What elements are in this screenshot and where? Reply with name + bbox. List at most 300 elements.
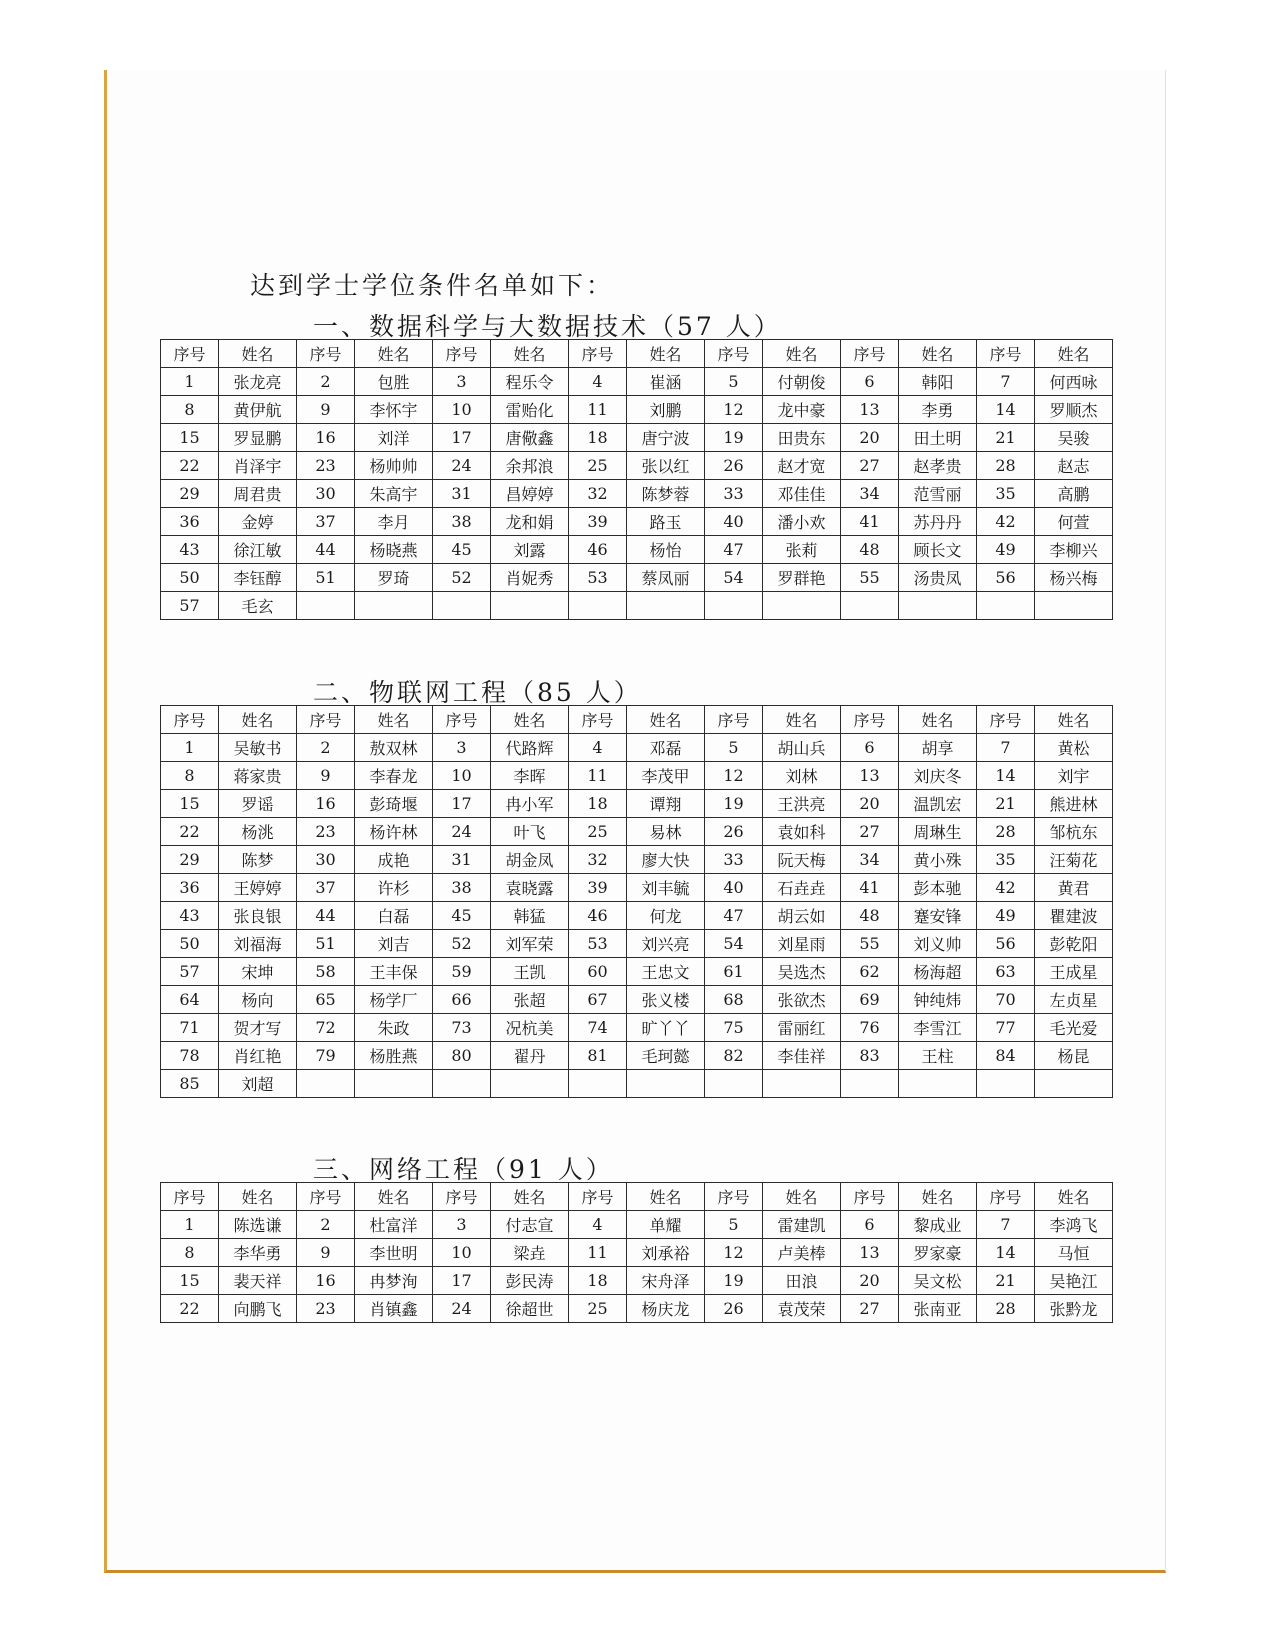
cell-name: 黄伊航: [219, 396, 297, 424]
header-no: 序号: [841, 1183, 899, 1211]
cell-no: 9: [297, 762, 355, 790]
cell-no: 54: [705, 930, 763, 958]
cell-name: 刘林: [763, 762, 841, 790]
cell-no: 17: [433, 790, 491, 818]
cell-no: 19: [705, 1267, 763, 1295]
cell-no: 45: [433, 902, 491, 930]
table-row: [161, 1211, 1113, 1239]
cell-no: 43: [161, 536, 219, 564]
header-name: 姓名: [627, 340, 705, 368]
cell-no: 15: [161, 790, 219, 818]
cell-name: 代路辉: [491, 734, 569, 762]
cell-no: 24: [433, 452, 491, 480]
cell-no: 16: [297, 424, 355, 452]
cell-name: 罗谣: [219, 790, 297, 818]
cell-name: 李春龙: [355, 762, 433, 790]
cell-name: 包胜: [355, 368, 433, 396]
header-no: 序号: [161, 1183, 219, 1211]
cell-no: 41: [841, 508, 899, 536]
cell-no: 37: [297, 508, 355, 536]
cell-no: 71: [161, 1014, 219, 1042]
cell-name: 徐江敏: [219, 536, 297, 564]
cell-name: [763, 592, 841, 620]
cell-name: 龙中豪: [763, 396, 841, 424]
cell-name: 肖红艳: [219, 1042, 297, 1070]
cell-no: 55: [841, 564, 899, 592]
table-row: [161, 480, 1113, 508]
cell-name: 田浪: [763, 1267, 841, 1295]
cell-name: 蔡凤丽: [627, 564, 705, 592]
cell-no: 42: [977, 508, 1035, 536]
cell-name: 毛光爱: [1035, 1014, 1113, 1042]
cell-name: 阮天梅: [763, 846, 841, 874]
cell-no: 55: [841, 930, 899, 958]
cell-no: 51: [297, 930, 355, 958]
cell-name: 王成星: [1035, 958, 1113, 986]
cell-name: 罗群艳: [763, 564, 841, 592]
cell-no: 2: [297, 368, 355, 396]
cell-name: 胡享: [899, 734, 977, 762]
cell-no: 6: [841, 734, 899, 762]
table-row: [161, 564, 1113, 592]
cell-name: [899, 592, 977, 620]
cell-no: 52: [433, 564, 491, 592]
cell-no: 48: [841, 536, 899, 564]
cell-name: 路玉: [627, 508, 705, 536]
header-name: 姓名: [763, 706, 841, 734]
cell-name: 杨向: [219, 986, 297, 1014]
cell-no: [705, 592, 763, 620]
cell-name: 张欲杰: [763, 986, 841, 1014]
cell-no: 80: [433, 1042, 491, 1070]
cell-name: 李怀宇: [355, 396, 433, 424]
cell-no: 2: [297, 1211, 355, 1239]
cell-no: 34: [841, 846, 899, 874]
cell-name: 雷贻化: [491, 396, 569, 424]
cell-no: 22: [161, 1295, 219, 1323]
cell-name: 刘超: [219, 1070, 297, 1098]
roster-table-network: [160, 1182, 1113, 1323]
cell-name: [355, 592, 433, 620]
header-no: 序号: [705, 706, 763, 734]
cell-name: 陈梦蓉: [627, 480, 705, 508]
cell-no: [841, 592, 899, 620]
section-title-iot: 二、物联网工程（85 人）: [313, 678, 642, 707]
cell-no: 58: [297, 958, 355, 986]
cell-name: 田贵东: [763, 424, 841, 452]
cell-name: 唐儆鑫: [491, 424, 569, 452]
cell-no: 57: [161, 592, 219, 620]
cell-name: 余邦浪: [491, 452, 569, 480]
cell-no: 14: [977, 762, 1035, 790]
cell-no: 27: [841, 818, 899, 846]
header-name: 姓名: [1035, 340, 1113, 368]
cell-name: 陈梦: [219, 846, 297, 874]
cell-no: 50: [161, 564, 219, 592]
cell-name: 刘星雨: [763, 930, 841, 958]
cell-name: 李茂甲: [627, 762, 705, 790]
cell-no: 53: [569, 564, 627, 592]
section-title-data-science: 一、数据科学与大数据技术（57 人）: [313, 312, 782, 341]
cell-name: 李华勇: [219, 1239, 297, 1267]
cell-no: 26: [705, 1295, 763, 1323]
header-name: 姓名: [1035, 1183, 1113, 1211]
cell-name: 刘鹏: [627, 396, 705, 424]
cell-name: 杨昆: [1035, 1042, 1113, 1070]
cell-name: 肖妮秀: [491, 564, 569, 592]
cell-name: 杨海超: [899, 958, 977, 986]
table-row: [161, 1042, 1113, 1070]
header-no: 序号: [569, 706, 627, 734]
cell-name: 刘义帅: [899, 930, 977, 958]
table-row: [161, 536, 1113, 564]
table-row: [161, 508, 1113, 536]
cell-no: 19: [705, 424, 763, 452]
cell-no: 16: [297, 790, 355, 818]
cell-no: 7: [977, 1211, 1035, 1239]
cell-no: 35: [977, 846, 1035, 874]
cell-no: 77: [977, 1014, 1035, 1042]
cell-name: 何萱: [1035, 508, 1113, 536]
cell-name: 黎成业: [899, 1211, 977, 1239]
cell-no: [569, 592, 627, 620]
cell-name: [763, 1070, 841, 1098]
cell-name: 朱高宇: [355, 480, 433, 508]
cell-no: 36: [161, 874, 219, 902]
cell-name: 吴选杰: [763, 958, 841, 986]
cell-name: 袁如科: [763, 818, 841, 846]
cell-name: 熊进林: [1035, 790, 1113, 818]
cell-no: 84: [977, 1042, 1035, 1070]
cell-no: 12: [705, 396, 763, 424]
header-no: 序号: [433, 1183, 491, 1211]
cell-no: 38: [433, 874, 491, 902]
header-no: 序号: [977, 706, 1035, 734]
cell-name: 翟丹: [491, 1042, 569, 1070]
cell-no: 3: [433, 368, 491, 396]
cell-no: 50: [161, 930, 219, 958]
cell-name: 白磊: [355, 902, 433, 930]
cell-no: 21: [977, 424, 1035, 452]
cell-name: 袁茂荣: [763, 1295, 841, 1323]
cell-name: 肖镇鑫: [355, 1295, 433, 1323]
cell-no: 74: [569, 1014, 627, 1042]
cell-name: 李柳兴: [1035, 536, 1113, 564]
cell-name: 邓磊: [627, 734, 705, 762]
cell-no: 2: [297, 734, 355, 762]
cell-no: 67: [569, 986, 627, 1014]
cell-no: 73: [433, 1014, 491, 1042]
cell-name: 敖双林: [355, 734, 433, 762]
cell-no: 65: [297, 986, 355, 1014]
intro-heading: 达到学士学位条件名单如下：: [250, 271, 615, 300]
cell-no: 19: [705, 790, 763, 818]
cell-name: 成艳: [355, 846, 433, 874]
cell-name: 刘庆冬: [899, 762, 977, 790]
cell-no: 23: [297, 452, 355, 480]
table-row: [161, 986, 1113, 1014]
cell-no: 7: [977, 368, 1035, 396]
cell-no: 54: [705, 564, 763, 592]
cell-no: 68: [705, 986, 763, 1014]
cell-name: 龙和娟: [491, 508, 569, 536]
cell-name: 邓佳佳: [763, 480, 841, 508]
table-row: [161, 1014, 1113, 1042]
cell-name: 吴骏: [1035, 424, 1113, 452]
cell-name: 刘露: [491, 536, 569, 564]
header-no: 序号: [297, 1183, 355, 1211]
cell-no: 18: [569, 424, 627, 452]
cell-no: 20: [841, 1267, 899, 1295]
cell-name: 刘宇: [1035, 762, 1113, 790]
cell-no: 16: [297, 1267, 355, 1295]
cell-name: 李钰醇: [219, 564, 297, 592]
cell-name: 张以红: [627, 452, 705, 480]
cell-no: 4: [569, 1211, 627, 1239]
cell-no: 82: [705, 1042, 763, 1070]
cell-name: 石垚垚: [763, 874, 841, 902]
cell-name: 杨许林: [355, 818, 433, 846]
cell-name: 谭翔: [627, 790, 705, 818]
header-name: 姓名: [491, 340, 569, 368]
cell-no: 12: [705, 762, 763, 790]
cell-no: 12: [705, 1239, 763, 1267]
cell-no: 41: [841, 874, 899, 902]
cell-no: 83: [841, 1042, 899, 1070]
cell-no: 10: [433, 762, 491, 790]
cell-name: 张义楼: [627, 986, 705, 1014]
cell-no: 32: [569, 480, 627, 508]
cell-name: 胡山兵: [763, 734, 841, 762]
cell-no: 47: [705, 536, 763, 564]
header-no: 序号: [705, 1183, 763, 1211]
cell-name: [355, 1070, 433, 1098]
cell-name: 向鹏飞: [219, 1295, 297, 1323]
cell-no: 46: [569, 536, 627, 564]
cell-no: 70: [977, 986, 1035, 1014]
cell-no: 4: [569, 734, 627, 762]
cell-name: 刘兴亮: [627, 930, 705, 958]
cell-name: 毛玄: [219, 592, 297, 620]
cell-name: 贺才写: [219, 1014, 297, 1042]
cell-name: 崔涵: [627, 368, 705, 396]
cell-no: 36: [161, 508, 219, 536]
cell-no: 33: [705, 846, 763, 874]
cell-name: 李鸿飞: [1035, 1211, 1113, 1239]
cell-name: 卢美棒: [763, 1239, 841, 1267]
cell-name: 刘军荣: [491, 930, 569, 958]
section-title-network: 三、网络工程（91 人）: [313, 1155, 614, 1184]
cell-no: 32: [569, 846, 627, 874]
header-name: 姓名: [219, 1183, 297, 1211]
table-row: [161, 592, 1113, 620]
cell-no: 35: [977, 480, 1035, 508]
cell-name: 周琳生: [899, 818, 977, 846]
cell-no: 5: [705, 368, 763, 396]
cell-no: 21: [977, 1267, 1035, 1295]
cell-name: 汪菊花: [1035, 846, 1113, 874]
cell-no: 63: [977, 958, 1035, 986]
cell-name: 张黔龙: [1035, 1295, 1113, 1323]
cell-no: 3: [433, 734, 491, 762]
cell-name: 高鹏: [1035, 480, 1113, 508]
cell-no: 15: [161, 424, 219, 452]
cell-name: 范雪丽: [899, 480, 977, 508]
cell-name: 马恒: [1035, 1239, 1113, 1267]
cell-name: 胡金凤: [491, 846, 569, 874]
cell-name: 肖泽宇: [219, 452, 297, 480]
cell-name: 张超: [491, 986, 569, 1014]
cell-no: 20: [841, 424, 899, 452]
table-row: [161, 452, 1113, 480]
cell-name: 陈选谦: [219, 1211, 297, 1239]
header-name: 姓名: [219, 706, 297, 734]
cell-no: 60: [569, 958, 627, 986]
cell-no: 25: [569, 818, 627, 846]
table-row: [161, 874, 1113, 902]
cell-no: 30: [297, 480, 355, 508]
cell-no: 37: [297, 874, 355, 902]
cell-no: [841, 1070, 899, 1098]
cell-no: 13: [841, 1239, 899, 1267]
cell-name: 杨胜燕: [355, 1042, 433, 1070]
cell-no: [569, 1070, 627, 1098]
cell-name: 钟纯炜: [899, 986, 977, 1014]
header-no: 序号: [841, 340, 899, 368]
cell-name: 廖大快: [627, 846, 705, 874]
cell-no: 15: [161, 1267, 219, 1295]
header-name: 姓名: [899, 1183, 977, 1211]
cell-no: 11: [569, 762, 627, 790]
cell-name: 韩阳: [899, 368, 977, 396]
cell-no: 47: [705, 902, 763, 930]
cell-name: 彭乾阳: [1035, 930, 1113, 958]
cell-no: 56: [977, 564, 1035, 592]
cell-no: 10: [433, 396, 491, 424]
header-no: 序号: [297, 340, 355, 368]
header-row: [161, 340, 1113, 368]
header-name: 姓名: [899, 340, 977, 368]
cell-name: 王婷婷: [219, 874, 297, 902]
cell-name: 刘丰毓: [627, 874, 705, 902]
cell-name: 王丰保: [355, 958, 433, 986]
cell-name: 胡云如: [763, 902, 841, 930]
cell-no: 1: [161, 734, 219, 762]
cell-no: 52: [433, 930, 491, 958]
cell-no: [433, 592, 491, 620]
cell-name: 张莉: [763, 536, 841, 564]
roster-table-iot: [160, 705, 1113, 1098]
cell-name: 田土明: [899, 424, 977, 452]
cell-name: 张龙亮: [219, 368, 297, 396]
cell-name: 王柱: [899, 1042, 977, 1070]
cell-no: 5: [705, 1211, 763, 1239]
cell-no: 29: [161, 846, 219, 874]
cell-no: 13: [841, 762, 899, 790]
cell-no: 25: [569, 1295, 627, 1323]
header-no: 序号: [433, 340, 491, 368]
cell-no: 61: [705, 958, 763, 986]
cell-name: 冉小军: [491, 790, 569, 818]
cell-name: 许杉: [355, 874, 433, 902]
cell-name: [491, 1070, 569, 1098]
cell-name: 何龙: [627, 902, 705, 930]
header-name: 姓名: [491, 706, 569, 734]
table-row: [161, 396, 1113, 424]
cell-no: 38: [433, 508, 491, 536]
cell-no: 6: [841, 368, 899, 396]
cell-no: 42: [977, 874, 1035, 902]
cell-name: 杨怡: [627, 536, 705, 564]
cell-no: 69: [841, 986, 899, 1014]
cell-name: 李勇: [899, 396, 977, 424]
cell-no: 79: [297, 1042, 355, 1070]
table-row: [161, 368, 1113, 396]
cell-no: 1: [161, 1211, 219, 1239]
header-name: 姓名: [763, 340, 841, 368]
cell-no: 49: [977, 902, 1035, 930]
cell-no: 20: [841, 790, 899, 818]
cell-name: 赵志: [1035, 452, 1113, 480]
header-no: 序号: [569, 340, 627, 368]
cell-no: 49: [977, 536, 1035, 564]
table-row: [161, 1239, 1113, 1267]
cell-name: 易林: [627, 818, 705, 846]
cell-name: 赵孝贵: [899, 452, 977, 480]
cell-name: 冉梦洵: [355, 1267, 433, 1295]
cell-no: [977, 592, 1035, 620]
cell-no: 8: [161, 396, 219, 424]
cell-name: 杨庆龙: [627, 1295, 705, 1323]
cell-no: 23: [297, 1295, 355, 1323]
cell-no: 24: [433, 1295, 491, 1323]
cell-no: 39: [569, 874, 627, 902]
cell-name: [627, 1070, 705, 1098]
cell-no: 78: [161, 1042, 219, 1070]
header-no: 序号: [705, 340, 763, 368]
cell-name: 刘承裕: [627, 1239, 705, 1267]
cell-name: 裴天祥: [219, 1267, 297, 1295]
table-row: [161, 930, 1113, 958]
table-row: [161, 734, 1113, 762]
cell-name: 梁垚: [491, 1239, 569, 1267]
cell-name: 何西咏: [1035, 368, 1113, 396]
cell-name: 韩猛: [491, 902, 569, 930]
table-row: [161, 790, 1113, 818]
cell-no: 34: [841, 480, 899, 508]
cell-no: 64: [161, 986, 219, 1014]
cell-no: 21: [977, 790, 1035, 818]
cell-name: 蒋家贵: [219, 762, 297, 790]
cell-name: 李世明: [355, 1239, 433, 1267]
cell-no: 9: [297, 1239, 355, 1267]
cell-no: 44: [297, 536, 355, 564]
cell-no: 56: [977, 930, 1035, 958]
header-no: 序号: [161, 706, 219, 734]
cell-no: 13: [841, 396, 899, 424]
cell-name: 左贞星: [1035, 986, 1113, 1014]
cell-name: 黄小殊: [899, 846, 977, 874]
header-name: 姓名: [899, 706, 977, 734]
header-name: 姓名: [627, 706, 705, 734]
cell-name: [491, 592, 569, 620]
cell-no: 31: [433, 480, 491, 508]
cell-name: 汤贵凤: [899, 564, 977, 592]
header-name: 姓名: [627, 1183, 705, 1211]
cell-no: 25: [569, 452, 627, 480]
cell-no: 72: [297, 1014, 355, 1042]
cell-no: 28: [977, 452, 1035, 480]
